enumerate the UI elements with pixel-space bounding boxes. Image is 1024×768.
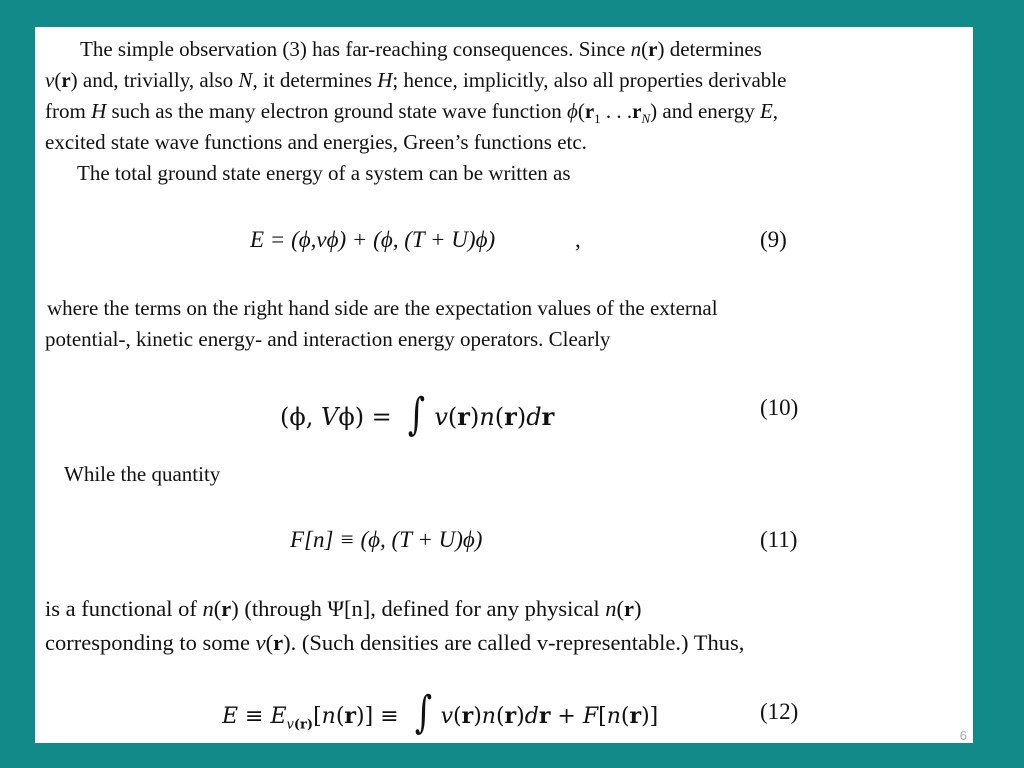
paragraph4: While the quantity <box>64 462 221 486</box>
paragraph2: The total ground state energy of a system can be written as <box>77 161 571 185</box>
paragraph5-line2: corresponding to some v(r). (Such densities are called v-representable.) Thus, <box>45 630 745 655</box>
equation-10: (ϕ, Vϕ) = ∫ v(r)n(r)dr <box>280 389 555 440</box>
equation-9-comma: , <box>575 227 581 252</box>
integral-sign: ∫ <box>408 389 426 440</box>
equation-10-number: (10) <box>760 395 799 420</box>
equation-11-number: (11) <box>760 527 798 552</box>
paragraph3-line2: potential-, kinetic energy- and interaction energy operators. Clearly <box>45 327 611 351</box>
equation-12: $E \equiv E_{v(r)}[n(r)]$ ≡ ∫ v(r)n(r)dr + F[n(r)] <box>222 687 659 738</box>
equation-11: F[n] ≡ (ϕ, (T + U)ϕ) <box>290 527 483 552</box>
page-number: 6 <box>959 728 967 743</box>
paragraph1-line1: The simple observation (3) has far-reaching consequences. Since n(r) determines <box>80 37 762 61</box>
slide <box>35 27 973 743</box>
equation-9: E = (ϕ,vϕ) + (ϕ, (T + U)ϕ) <box>250 227 496 252</box>
integral-sign: ∫ <box>414 687 432 738</box>
paragraph1-line4: excited state wave functions and energies, Green’s functions etc. <box>45 130 587 154</box>
paragraph1-line2: v(r) and, trivially, also N, it determines H; hence, implicitly, also all properties derivable <box>45 68 787 92</box>
paragraph3-line1: where the terms on the right hand side are the expectation values of the external <box>47 296 718 320</box>
equation-9-number: (9) <box>760 227 787 252</box>
equation-12-number: (12) <box>760 699 799 724</box>
paragraph5-line1: is a functional of n(r) (through Ψ[n], defined for any physical n(r) <box>45 596 642 621</box>
paragraph1-line3: from H such as the many electron ground state wave function $\phi(r_1$ . . $.r_N$) and energy E, <box>45 99 779 127</box>
